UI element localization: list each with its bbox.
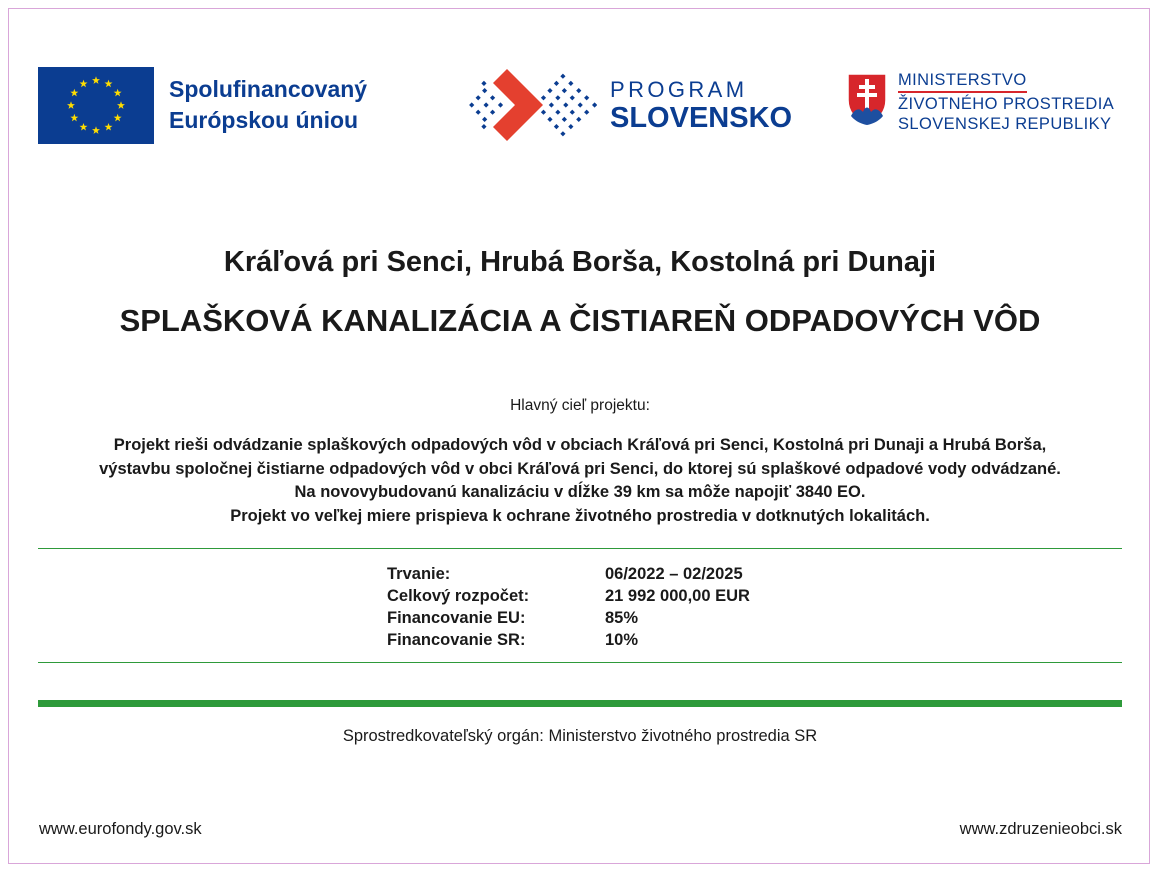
- ministry-text-line3: SLOVENSKEJ REPUBLIKY: [898, 115, 1112, 133]
- ministry-text: [898, 70, 1114, 134]
- eu-cofinanced-text: [169, 74, 367, 136]
- divider-thick: [38, 700, 1122, 707]
- description-line: Projekt rieši odvádzanie splaškových odpadových vôd v obciach Kráľová pri Senci, Kostolná pri Dunaji a Hrubá Borša,: [113, 436, 1047, 454]
- info-value: 06/2022 – 02/2025: [605, 565, 743, 583]
- project-locations: Kráľová pri Senci, Hrubá Borša, Kostolná pri Dunaji: [223, 246, 937, 278]
- info-value: 10%: [605, 631, 639, 649]
- project-description: [0, 434, 1160, 528]
- info-value: 85%: [605, 609, 639, 627]
- description-line: Na novovybudovanú kanalizáciu v dĺžke 39 km sa môže napojiť 3840 EO.: [294, 483, 866, 501]
- info-label: Trvanie:: [387, 565, 451, 583]
- info-label: Celkový rozpočet:: [387, 587, 530, 605]
- info-value: 21 992 000,00 EUR: [605, 587, 750, 605]
- info-label: Financovanie SR:: [387, 631, 526, 649]
- divider-top: [38, 548, 1122, 549]
- eu-text-line2: Európskou úniou: [169, 107, 359, 133]
- zdruzenieobci-link[interactable]: www.zdruzenieobci.sk: [959, 820, 1122, 838]
- project-title: SPLAŠKOVÁ KANALIZÁCIA A ČISTIAREŇ ODPADOVÝCH VÔD: [119, 303, 1041, 338]
- ministry-text-line2: ŽIVOTNÉHO PROSTREDIA: [898, 95, 1115, 113]
- description-line: výstavbu spoločnej čistiarne odpadových vôd v obci Kráľová pri Senci, do ktorej sú splaškové odpadové vody odvádzané.: [99, 459, 1061, 478]
- program-slovensko-text: [610, 78, 792, 134]
- program-slovensko-logo-icon: [445, 66, 597, 144]
- info-label: Financovanie EU:: [387, 609, 526, 627]
- slovak-coat-of-arms-icon: [846, 72, 888, 126]
- program-text-line2: SLOVENSKO: [610, 102, 793, 134]
- goal-label: Hlavný cieľ projektu:: [510, 397, 650, 414]
- divider-bottom: [38, 662, 1122, 663]
- program-text-line1: PROGRAM: [610, 77, 748, 102]
- ministry-text-line1: MINISTERSTVO: [898, 70, 1027, 93]
- eu-text-line1: Spolufinancovaný: [169, 76, 368, 102]
- eurofondy-link[interactable]: www.eurofondy.gov.sk: [39, 820, 202, 838]
- eu-flag-icon: [38, 67, 154, 144]
- description-line: Projekt vo veľkej miere prispieva k ochrane životného prostredia v dotknutých lokalitách.: [230, 506, 930, 525]
- intermediary-body: Sprostredkovateľský orgán: Ministerstvo životného prostredia SR: [342, 727, 818, 745]
